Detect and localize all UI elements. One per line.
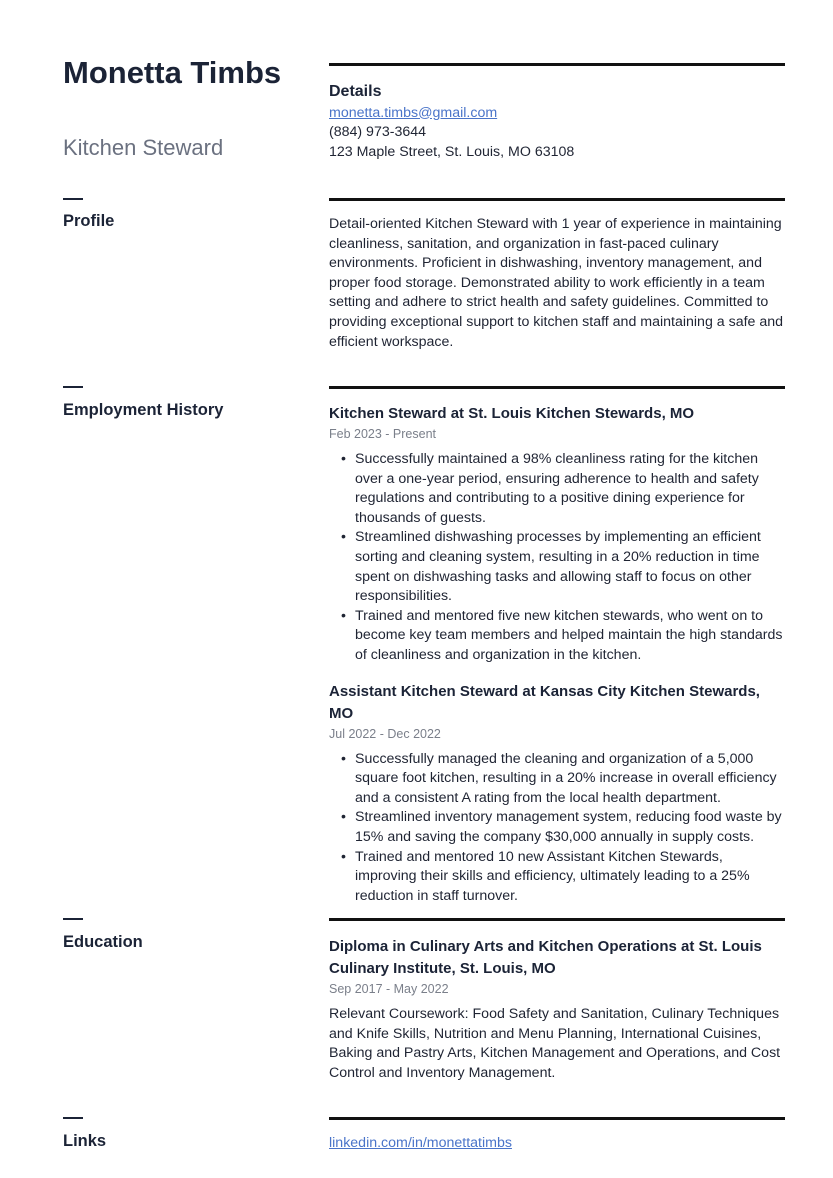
phone-number: (884) 973-3644: [329, 124, 427, 141]
employment-heading: Employment History: [63, 401, 224, 419]
education-text: Relevant Coursework: Food Safety and Sanitation, Culinary Techniques and Knife Skills, Nutrition and Menu Planning, International Cuisines, Baking and Pastry Arts, Kitchen Management and Operations, and Cost Control and Inventory Management.: [329, 1006, 781, 1081]
education-dash: [63, 918, 83, 920]
details-divider: [329, 63, 785, 66]
address: 123 Maple Street, St. Louis, MO 63108: [329, 143, 575, 160]
job-entry: [329, 403, 785, 666]
details-section: [329, 82, 785, 162]
education-title: Diploma in Culinary Arts and Kitchen Operations at St. Louis Culinary Institute, St. Louis, MO: [329, 938, 762, 977]
candidate-name: Monetta Timbs: [63, 55, 282, 90]
job-bullet: • Trained and mentored five new kitchen stewards, who went on to become key team members and helped maintain the high standards of cleanliness and organization in the kitchen.: [355, 607, 785, 666]
education-divider: [329, 918, 785, 921]
links-heading: Links: [63, 1132, 107, 1150]
email-link[interactable]: monetta.timbs@gmail.com: [329, 104, 498, 121]
employment-dash: [63, 386, 83, 388]
job-dates: Jul 2022 - Dec 2022: [329, 726, 441, 741]
linkedin-link[interactable]: linkedin.com/in/monettatimbs: [329, 1135, 512, 1151]
employment-section: [329, 403, 785, 921]
job-bullet: • Trained and mentored 10 new Assistant Kitchen Stewards, improving their skills and efficiency, ultimately leading to a 25% reduction in staff turnover.: [355, 848, 785, 907]
profile-divider: [329, 198, 785, 201]
education-section: [329, 936, 785, 1083]
employment-divider: [329, 386, 785, 389]
job-bullets: [329, 450, 785, 666]
job-bullets: [329, 750, 785, 907]
education-dates: Sep 2017 - May 2022: [329, 982, 449, 996]
profile-text: Detail-oriented Kitchen Steward with 1 year of experience in maintaining cleanliness, sanitation, and organization in fast-paced culinary environments. Proficient in dishwashing, inventory management, and proper food storage. Demonstrated ability to work efficiently in a team setting and adhere to strict health and safety guidelines. Committed to providing exceptional support to kitchen staff and maintaining a safe and efficient workspace.: [329, 216, 784, 350]
job-title: Assistant Kitchen Steward at Kansas City Kitchen Stewards, MO: [329, 682, 760, 722]
details-heading: Details: [329, 83, 382, 100]
job-bullet: • Successfully managed the cleaning and organization of a 5,000 square foot kitchen, resulting in a 20% increase in overall efficiency and a consistent A rating from the local health department.: [355, 750, 785, 809]
job-bullet: • Streamlined inventory management system, reducing food waste by 15% and saving the company $30,000 annually in supply costs.: [355, 808, 785, 847]
profile-heading: Profile: [63, 212, 115, 230]
job-title: Kitchen Steward at St. Louis Kitchen Stewards, MO: [329, 405, 695, 422]
candidate-title: Kitchen Steward: [63, 135, 224, 160]
links-dash: [63, 1117, 83, 1119]
job-bullet: • Successfully maintained a 98% cleanliness rating for the kitchen over a one-year period, ensuring adherence to health and safety regulations and contributing to a positive dining experience for thousands of guests.: [355, 450, 785, 528]
job-dates: Feb 2023 - Present: [329, 427, 437, 441]
job-entry: [329, 681, 785, 907]
profile-dash: [63, 198, 83, 200]
links-section: [329, 1134, 785, 1154]
links-divider: [329, 1117, 785, 1120]
education-heading: Education: [63, 933, 143, 951]
job-bullet: • Streamlined dishwashing processes by implementing an efficient sorting and cleaning system, resulting in a 20% reduction in time spent on dishwashing tasks and allowing staff to focus on other responsibilities.: [355, 528, 785, 606]
